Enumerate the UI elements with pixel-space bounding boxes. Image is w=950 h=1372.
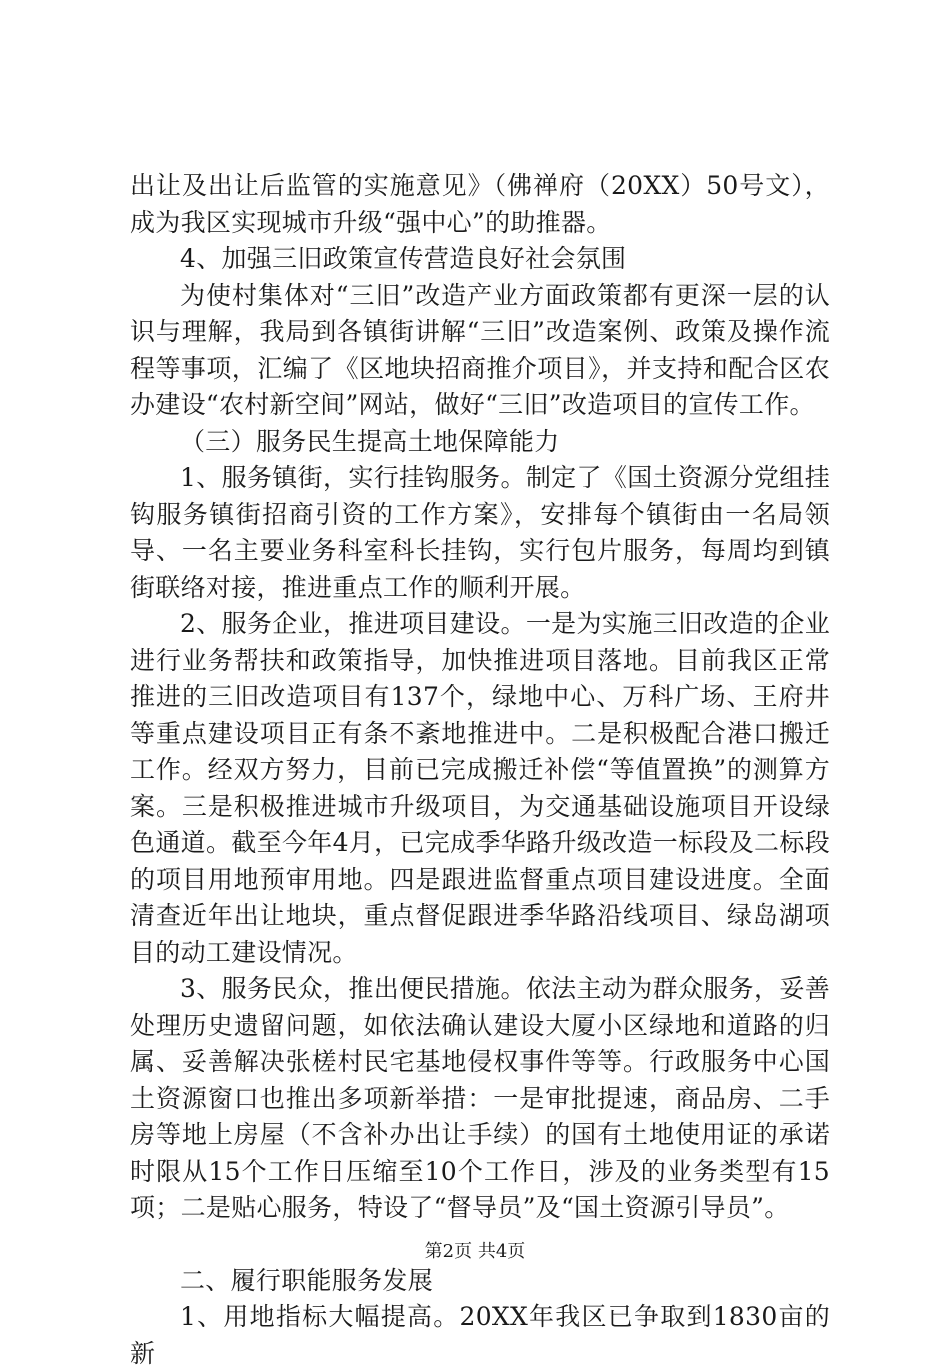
paragraph-serve-public: 3、服务民众，推出便民措施。依法主动为群众服务，妥善处理历史遗留问题，如依法确认建设大厦小区绿地和道路的归属、妥善解决张槎村民宅基地侵权事件等等。行政服务中心国土资源窗口也推出多项新举措：一是审批提速，商品房、二手房等地上房屋（不含补办出让手续）的国有土地使用证的承诺时限从15个工作日压缩至10个工作日，涉及的业务类型有15项；二是贴心服务，特设了“督导员”及“国土资源引导员”。 [130,974,830,1222]
page-number-footer: 第2页 共4页 [424,1241,526,1262]
paragraph-serve-towns: 1、服务镇街，实行挂钩服务。制定了《国土资源分党组挂钩服务镇街招商引资的工作方案》，安排每个镇街由一名局领导、一名主要业务科室科长挂钩，实行包片服务，每周均到镇街联络对接，推进重点工作的顺利开展。 [130,463,830,602]
paragraph-publicity: 为使村集体对“三旧”改造产业方面政策都有更深一层的认识与理解，我局到各镇街讲解“三旧”改造案例、政策及操作流程等事项，汇编了《区地块招商推介项目》，并支持和配合区农办建设“农村新空间”网站，做好“三旧”改造项目的宣传工作。 [130,280,830,419]
paragraph-continuation: 出让及出让后监管的实施意见》（佛禅府（20XX）50号文），成为我区实现城市升级“强中心”的助推器。 [130,171,830,237]
section-heading-2: 二、履行职能服务发展 [180,1265,434,1295]
section-heading-3: （三）服务民生提高土地保障能力 [180,426,560,456]
paragraph-serve-enterprises: 2、服务企业，推进项目建设。一是为实施三旧改造的企业进行业务帮扶和政策指导，加快推进项目落地。目前我区正常推进的三旧改造项目有137个，绿地中心、万科广场、王府井等重点建设项目正有条不紊地推进中。二是积极配合港口搬迁工作。经双方努力，目前已完成搬迁补偿“等值置换”的测算方案。三是积极推进城市升级项目，为交通基础设施项目开设绿色通道。截至今年4月，已完成季华路升级改造一标段及二标段的项目用地预审用地。四是跟进监督重点项目建设进度。全面清查近年出让地块，重点督促跟进季华路沿线项目、绿岛湖项目的动工建设情况。 [130,609,830,967]
document-body [130,168,830,1372]
paragraph-land-quota: 1、用地指标大幅提高。20XX年我区已争取到1830亩的新 [130,1302,830,1368]
heading-item-4: 4、加强三旧政策宣传营造良好社会氛围 [180,244,627,273]
